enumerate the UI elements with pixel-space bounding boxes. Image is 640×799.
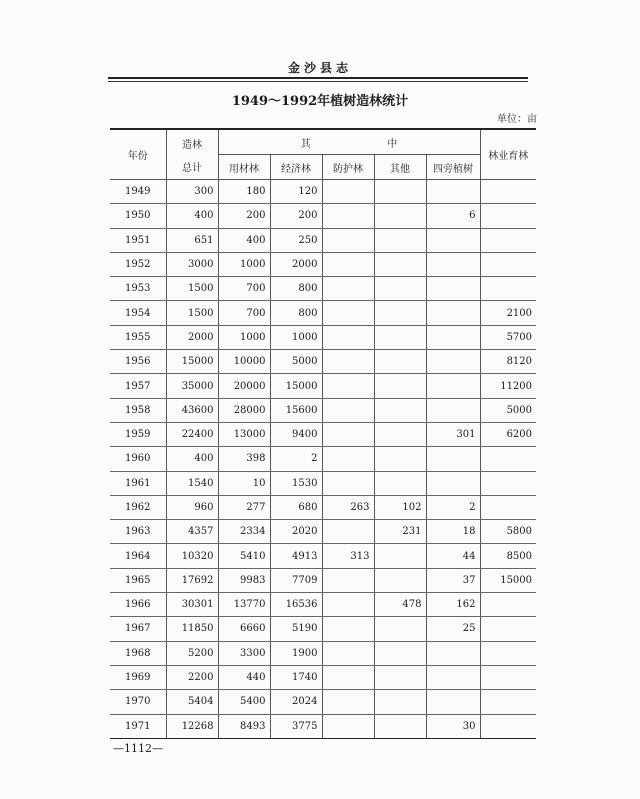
- cell-economic: 120: [270, 180, 322, 204]
- cell-timber: 8493: [218, 714, 270, 738]
- header-group-right: 中: [387, 138, 398, 150]
- cell-roadside: [426, 228, 480, 252]
- cell-roadside: [426, 301, 480, 325]
- cell-roadside: [426, 665, 480, 689]
- cell-timber: 1000: [218, 252, 270, 276]
- cell-timber: 13000: [218, 422, 270, 446]
- cell-year: 1970: [110, 690, 166, 714]
- cell-year: 1962: [110, 495, 166, 519]
- cell-economic: 7709: [270, 568, 322, 592]
- cell-other: [374, 617, 426, 641]
- cell-economic: 2024: [270, 690, 322, 714]
- cell-year: 1960: [110, 447, 166, 471]
- cell-roadside: 44: [426, 544, 480, 568]
- cell-total: 1540: [166, 471, 218, 495]
- cell-timber: 6660: [218, 617, 270, 641]
- cell-nursery: [480, 665, 536, 689]
- cell-year: 1968: [110, 641, 166, 665]
- cell-nursery: [480, 495, 536, 519]
- cell-total: 300: [166, 180, 218, 204]
- cell-year: 1966: [110, 593, 166, 617]
- cell-other: [374, 568, 426, 592]
- cell-roadside: [426, 374, 480, 398]
- cell-total: 5404: [166, 690, 218, 714]
- cell-roadside: 162: [426, 593, 480, 617]
- cell-total: 43600: [166, 398, 218, 422]
- table-row: [110, 422, 536, 446]
- cell-protection: [322, 204, 374, 228]
- cell-other: [374, 471, 426, 495]
- afforestation-table: [110, 128, 536, 739]
- header-year: 年份: [110, 129, 166, 180]
- cell-timber: 10000: [218, 350, 270, 374]
- cell-roadside: 6: [426, 204, 480, 228]
- cell-nursery: 2100: [480, 301, 536, 325]
- cell-protection: [322, 398, 374, 422]
- cell-other: 231: [374, 520, 426, 544]
- cell-total: 35000: [166, 374, 218, 398]
- cell-nursery: [480, 471, 536, 495]
- header-total-line1: 造林: [182, 139, 202, 151]
- table-row: [110, 301, 536, 325]
- cell-timber: 2334: [218, 520, 270, 544]
- cell-other: [374, 690, 426, 714]
- cell-economic: 2: [270, 447, 322, 471]
- table-row: [110, 690, 536, 714]
- cell-other: [374, 301, 426, 325]
- cell-nursery: 15000: [480, 568, 536, 592]
- cell-roadside: [426, 641, 480, 665]
- table-row: [110, 471, 536, 495]
- cell-nursery: 11200: [480, 374, 536, 398]
- cell-year: 1952: [110, 252, 166, 276]
- cell-nursery: [480, 228, 536, 252]
- cell-year: 1959: [110, 422, 166, 446]
- header-group-left: 其: [300, 138, 311, 150]
- cell-protection: [322, 447, 374, 471]
- cell-roadside: [426, 471, 480, 495]
- cell-year: 1954: [110, 301, 166, 325]
- table-row: [110, 665, 536, 689]
- cell-timber: 28000: [218, 398, 270, 422]
- header-other: 其他: [374, 155, 426, 180]
- cell-nursery: [480, 447, 536, 471]
- cell-protection: [322, 690, 374, 714]
- table-row: [110, 228, 536, 252]
- cell-timber: 398: [218, 447, 270, 471]
- table-row: [110, 252, 536, 276]
- running-header: 金沙县志: [287, 61, 352, 75]
- cell-total: 400: [166, 447, 218, 471]
- table-row: [110, 398, 536, 422]
- cell-year: 1951: [110, 228, 166, 252]
- cell-year: 1961: [110, 471, 166, 495]
- cell-roadside: 301: [426, 422, 480, 446]
- cell-nursery: [480, 617, 536, 641]
- cell-protection: [322, 471, 374, 495]
- cell-protection: [322, 325, 374, 349]
- cell-nursery: 8120: [480, 350, 536, 374]
- cell-nursery: 5700: [480, 325, 536, 349]
- cell-protection: [322, 374, 374, 398]
- cell-economic: 16536: [270, 593, 322, 617]
- cell-other: [374, 665, 426, 689]
- cell-total: 651: [166, 228, 218, 252]
- table-row: [110, 447, 536, 471]
- cell-economic: 800: [270, 277, 322, 301]
- cell-protection: [322, 301, 374, 325]
- table-row: [110, 641, 536, 665]
- cell-economic: 1900: [270, 641, 322, 665]
- cell-year: 1950: [110, 204, 166, 228]
- header-rule-thick: [108, 77, 528, 79]
- header-total-line2: 总计: [182, 162, 202, 174]
- table-title: 1949～1992年植树造林统计: [231, 94, 409, 109]
- cell-economic: 5190: [270, 617, 322, 641]
- cell-roadside: [426, 252, 480, 276]
- cell-roadside: 2: [426, 495, 480, 519]
- header-timber: 用材林: [218, 155, 270, 180]
- cell-timber: 1000: [218, 325, 270, 349]
- cell-total: 4357: [166, 520, 218, 544]
- cell-protection: [322, 593, 374, 617]
- cell-other: [374, 350, 426, 374]
- cell-year: 1965: [110, 568, 166, 592]
- cell-total: 960: [166, 495, 218, 519]
- cell-year: 1964: [110, 544, 166, 568]
- cell-protection: [322, 641, 374, 665]
- unit-label: 单位：亩: [497, 114, 537, 125]
- cell-timber: 20000: [218, 374, 270, 398]
- cell-economic: 1740: [270, 665, 322, 689]
- cell-other: [374, 641, 426, 665]
- cell-other: [374, 374, 426, 398]
- table-row: [110, 617, 536, 641]
- cell-nursery: [480, 180, 536, 204]
- cell-timber: 400: [218, 228, 270, 252]
- cell-nursery: [480, 714, 536, 738]
- cell-roadside: [426, 447, 480, 471]
- cell-total: 30301: [166, 593, 218, 617]
- cell-economic: 2000: [270, 252, 322, 276]
- cell-economic: 4913: [270, 544, 322, 568]
- cell-economic: 15000: [270, 374, 322, 398]
- cell-economic: 5000: [270, 350, 322, 374]
- cell-nursery: 6200: [480, 422, 536, 446]
- cell-economic: 3775: [270, 714, 322, 738]
- header-total: [166, 129, 218, 180]
- cell-timber: 200: [218, 204, 270, 228]
- cell-economic: 680: [270, 495, 322, 519]
- cell-other: [374, 714, 426, 738]
- cell-nursery: 5800: [480, 520, 536, 544]
- table-row: [110, 350, 536, 374]
- cell-roadside: [426, 350, 480, 374]
- cell-year: 1956: [110, 350, 166, 374]
- cell-year: 1949: [110, 180, 166, 204]
- table-row: [110, 204, 536, 228]
- cell-economic: 2020: [270, 520, 322, 544]
- cell-protection: [322, 520, 374, 544]
- cell-roadside: [426, 325, 480, 349]
- cell-total: 17692: [166, 568, 218, 592]
- cell-other: 478: [374, 593, 426, 617]
- table-row: [110, 495, 536, 519]
- cell-other: [374, 398, 426, 422]
- cell-total: 10320: [166, 544, 218, 568]
- table-row: [110, 374, 536, 398]
- cell-other: [374, 228, 426, 252]
- cell-economic: 15600: [270, 398, 322, 422]
- cell-roadside: [426, 690, 480, 714]
- cell-nursery: 5000: [480, 398, 536, 422]
- cell-protection: 263: [322, 495, 374, 519]
- table-row: [110, 325, 536, 349]
- cell-roadside: [426, 180, 480, 204]
- cell-roadside: 25: [426, 617, 480, 641]
- cell-nursery: [480, 593, 536, 617]
- cell-year: 1957: [110, 374, 166, 398]
- cell-roadside: 30: [426, 714, 480, 738]
- cell-timber: 700: [218, 301, 270, 325]
- cell-total: 400: [166, 204, 218, 228]
- cell-total: 22400: [166, 422, 218, 446]
- cell-protection: [322, 277, 374, 301]
- cell-protection: [322, 422, 374, 446]
- cell-protection: [322, 568, 374, 592]
- cell-other: [374, 422, 426, 446]
- table-row: [110, 568, 536, 592]
- header-nursery: 林业育林: [480, 129, 536, 180]
- cell-other: 102: [374, 495, 426, 519]
- cell-roadside: 37: [426, 568, 480, 592]
- table-row: [110, 520, 536, 544]
- cell-economic: 800: [270, 301, 322, 325]
- cell-other: [374, 447, 426, 471]
- cell-roadside: 18: [426, 520, 480, 544]
- cell-roadside: [426, 277, 480, 301]
- header-rule-thin: [108, 81, 528, 82]
- cell-protection: [322, 665, 374, 689]
- cell-timber: 180: [218, 180, 270, 204]
- cell-timber: 3300: [218, 641, 270, 665]
- cell-protection: [322, 714, 374, 738]
- header-protection: 防护林: [322, 155, 374, 180]
- cell-year: 1967: [110, 617, 166, 641]
- cell-timber: 5410: [218, 544, 270, 568]
- cell-timber: 5400: [218, 690, 270, 714]
- cell-year: 1953: [110, 277, 166, 301]
- cell-year: 1958: [110, 398, 166, 422]
- cell-year: 1955: [110, 325, 166, 349]
- page-number: —1112—: [113, 742, 163, 755]
- cell-nursery: [480, 204, 536, 228]
- cell-protection: 313: [322, 544, 374, 568]
- cell-nursery: 8500: [480, 544, 536, 568]
- cell-protection: [322, 180, 374, 204]
- table-row: [110, 714, 536, 738]
- cell-year: 1963: [110, 520, 166, 544]
- cell-total: 12268: [166, 714, 218, 738]
- cell-other: [374, 204, 426, 228]
- cell-nursery: [480, 641, 536, 665]
- cell-economic: 250: [270, 228, 322, 252]
- cell-economic: 1000: [270, 325, 322, 349]
- table-row: [110, 593, 536, 617]
- cell-nursery: [480, 690, 536, 714]
- cell-nursery: [480, 277, 536, 301]
- cell-roadside: [426, 398, 480, 422]
- cell-protection: [322, 252, 374, 276]
- header-group: [218, 129, 480, 155]
- cell-total: 2200: [166, 665, 218, 689]
- cell-protection: [322, 350, 374, 374]
- cell-year: 1971: [110, 714, 166, 738]
- cell-nursery: [480, 252, 536, 276]
- cell-economic: 9400: [270, 422, 322, 446]
- cell-other: [374, 180, 426, 204]
- cell-total: 3000: [166, 252, 218, 276]
- cell-total: 5200: [166, 641, 218, 665]
- cell-economic: 1530: [270, 471, 322, 495]
- cell-protection: [322, 617, 374, 641]
- cell-other: [374, 544, 426, 568]
- cell-total: 15000: [166, 350, 218, 374]
- cell-timber: 440: [218, 665, 270, 689]
- cell-timber: 10: [218, 471, 270, 495]
- header-economic: 经济林: [270, 155, 322, 180]
- cell-other: [374, 277, 426, 301]
- cell-timber: 9983: [218, 568, 270, 592]
- cell-other: [374, 252, 426, 276]
- table-row: [110, 277, 536, 301]
- cell-total: 1500: [166, 277, 218, 301]
- cell-other: [374, 325, 426, 349]
- cell-total: 11850: [166, 617, 218, 641]
- cell-timber: 700: [218, 277, 270, 301]
- table-row: [110, 544, 536, 568]
- cell-economic: 200: [270, 204, 322, 228]
- cell-protection: [322, 228, 374, 252]
- cell-year: 1969: [110, 665, 166, 689]
- table-row: [110, 180, 536, 204]
- cell-timber: 13770: [218, 593, 270, 617]
- header-roadside: 四旁植树: [426, 155, 480, 180]
- cell-total: 2000: [166, 325, 218, 349]
- cell-timber: 277: [218, 495, 270, 519]
- cell-total: 1500: [166, 301, 218, 325]
